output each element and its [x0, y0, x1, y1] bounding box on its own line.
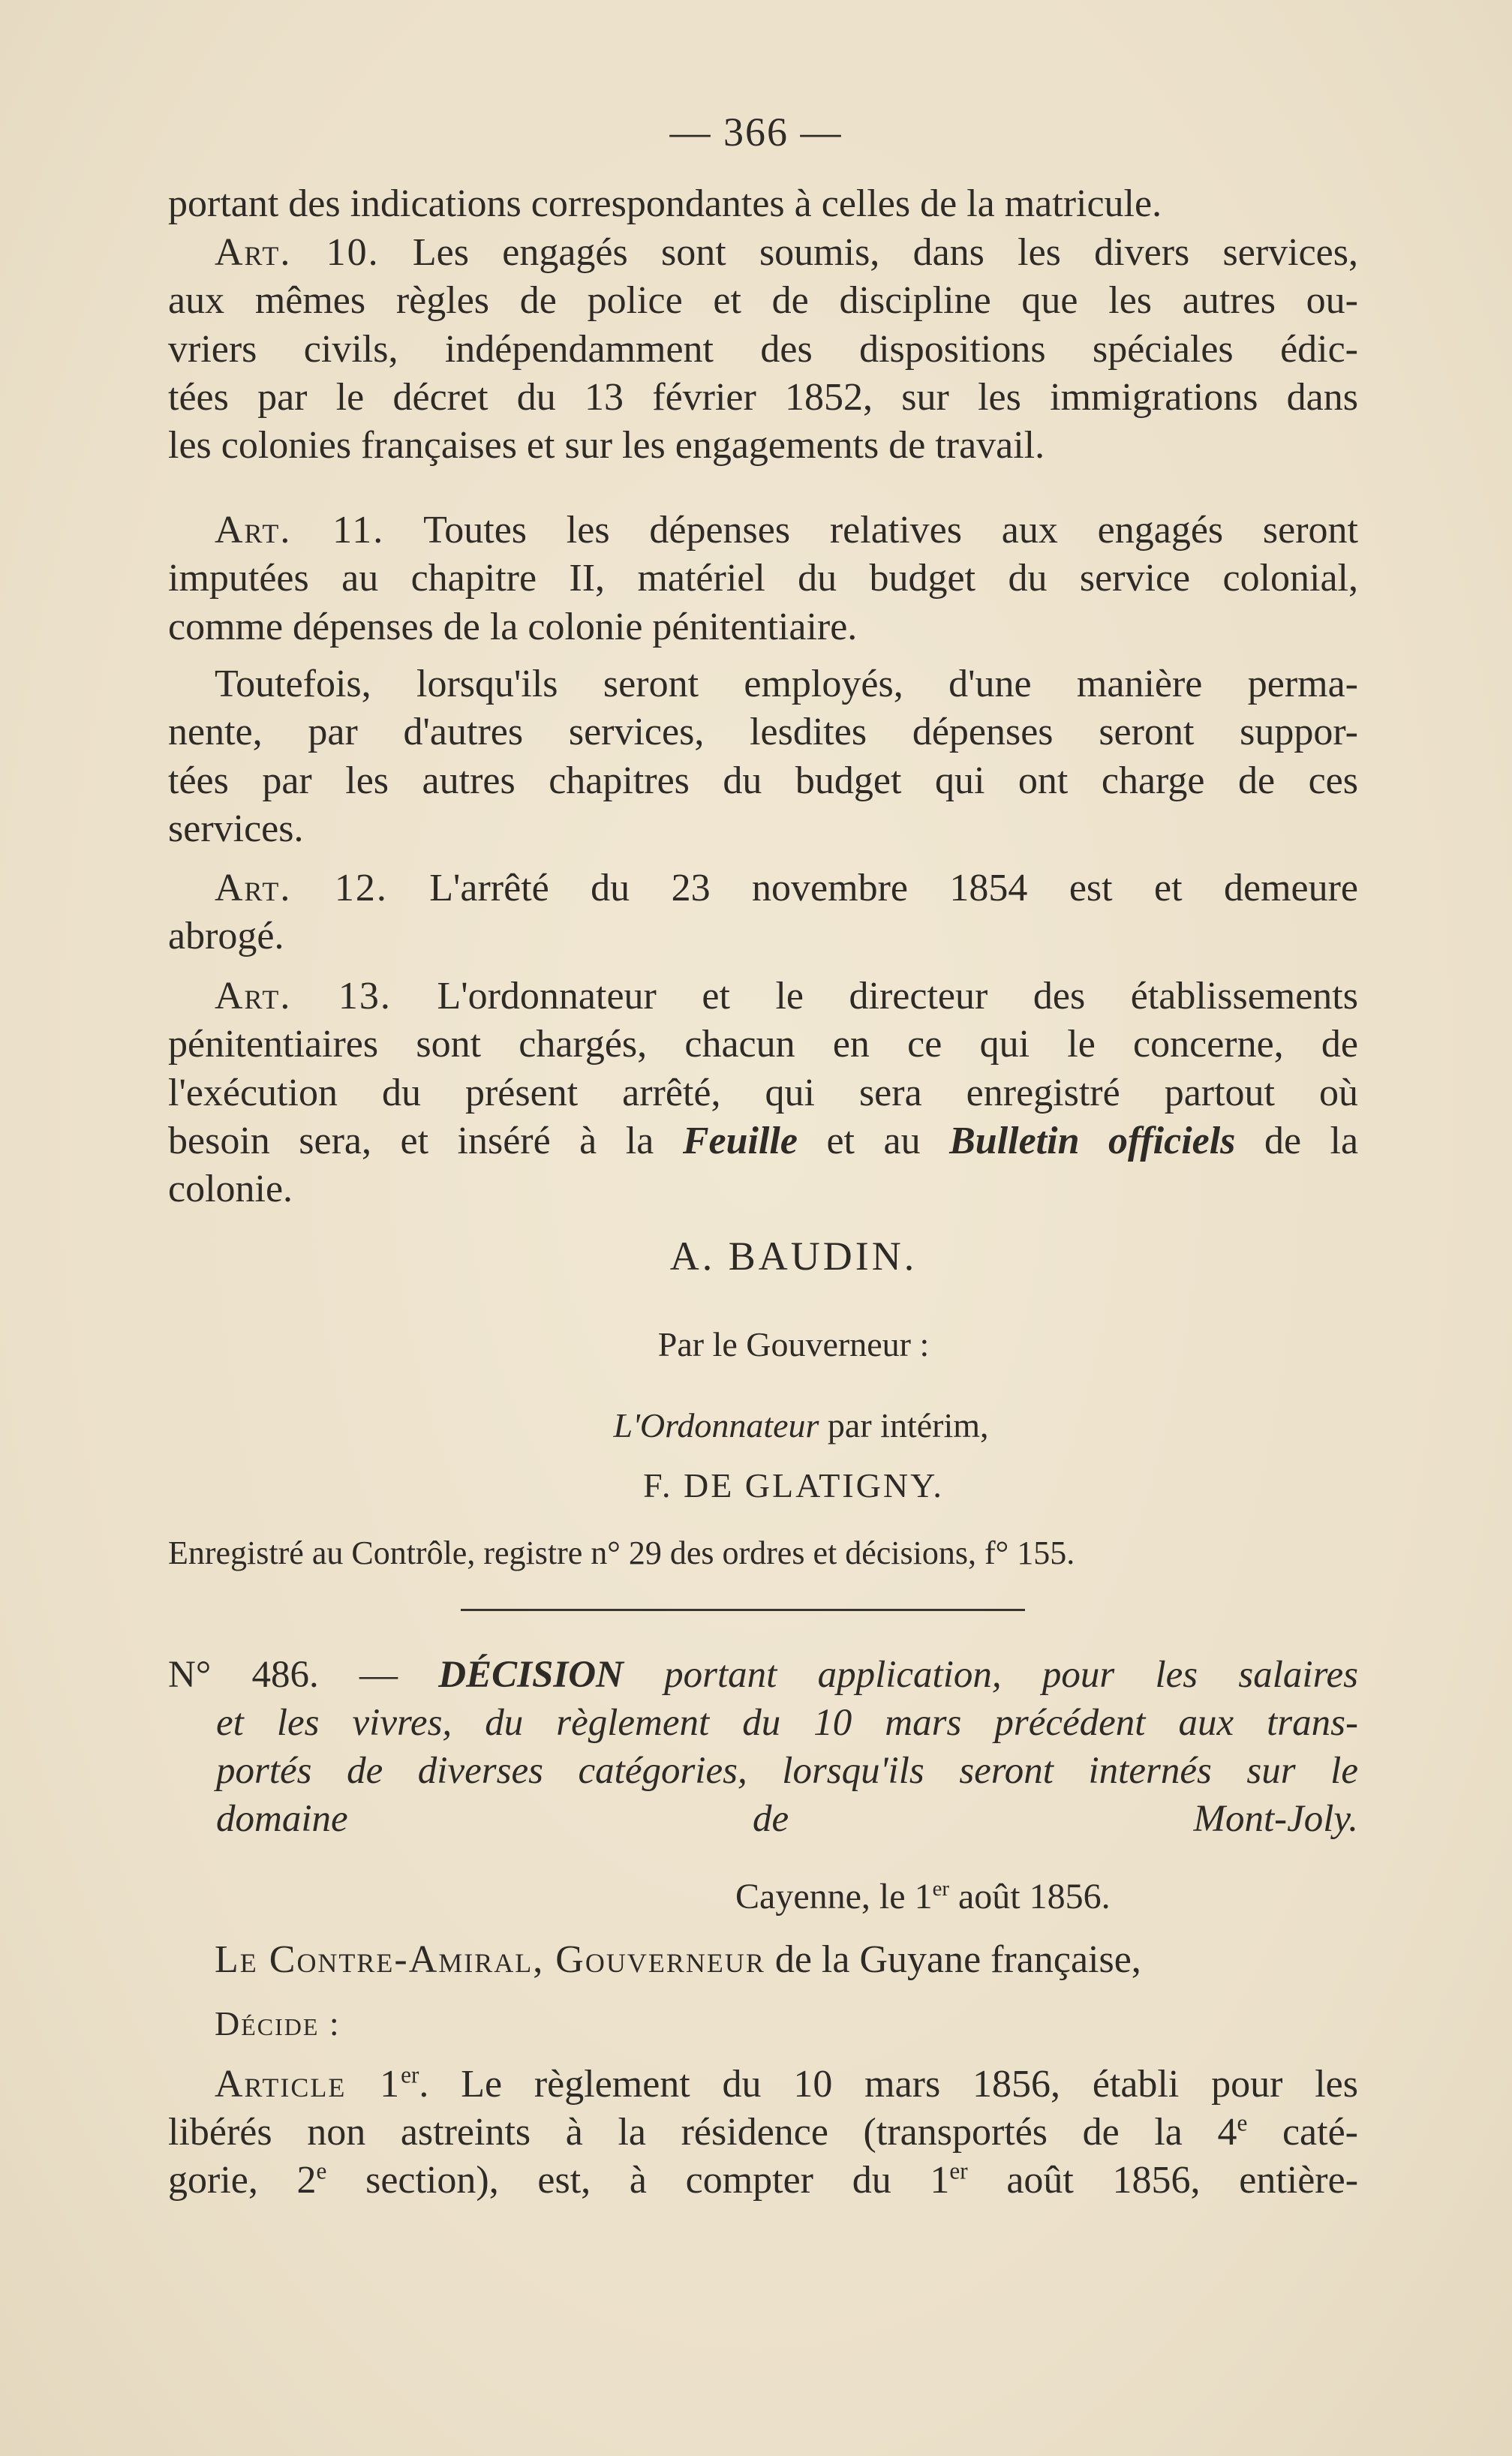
page-number: — 366 —: [669, 110, 843, 155]
article-13: [168, 972, 1358, 1213]
article-label: Art. 10.: [215, 231, 380, 274]
decide-label: Décide :: [215, 2004, 341, 2043]
bulletin-title: Bulletin officiels: [949, 1119, 1236, 1162]
signatory-name: A. BAUDIN.: [669, 1234, 918, 1279]
text-line: L'ordonnateur et le directeur des établissements: [437, 975, 1358, 1018]
text-line: . Le règlement du 10 mars 1856, établi pour les: [419, 2063, 1358, 2106]
text-fragment: libérés non astreints à la résidence (transportés de la 4: [168, 2111, 1237, 2154]
text-line: Les engagés sont soumis, dans les divers services,: [412, 231, 1358, 274]
text-line: portés de diverses catégories, lorsqu'ils seront internés sur le: [216, 1750, 1358, 1792]
ordonnateur-name: F. DE GLATIGNY.: [643, 1466, 944, 1505]
text-line: L'arrêté du 23 novembre 1854 est et demeure: [429, 867, 1359, 909]
date-sup: er: [932, 1877, 949, 1901]
decision-number: N° 486. —: [168, 1654, 398, 1696]
article-11-paragraph-2: [168, 660, 1358, 853]
text-line: Toutefois, lorsqu'ils seront employés, d'une manière perma-: [215, 663, 1358, 705]
article-12: [168, 864, 1358, 961]
text-sup: er: [949, 2157, 968, 2184]
text-fragment: besoin sera, et inséré à la: [168, 1119, 654, 1162]
text-fragment: août 1856, entière-: [967, 2159, 1359, 2202]
text-sup: e: [316, 2157, 327, 2184]
text-line: et les vivres, du règlement du 10 mars précédent aux trans-: [216, 1702, 1358, 1744]
text-line: domaine de Mont-Joly.: [216, 1798, 1358, 1840]
text-line: nente, par d'autres services, lesdites dépenses seront suppor-: [168, 711, 1358, 754]
article-label: Article 1: [215, 2063, 401, 2106]
text-line: les colonies françaises et sur les engagements de travail.: [168, 424, 1045, 467]
article-11: [168, 507, 1358, 651]
section-divider: [461, 1609, 1025, 1611]
article-1: [168, 2061, 1358, 2205]
decision-heading: [168, 1651, 1358, 1843]
date-suffix: août 1856.: [948, 1877, 1111, 1916]
feuille-title: Feuille: [682, 1119, 798, 1162]
text-line: tées par le décret du 13 février 1852, sur les immigrations dans: [168, 375, 1358, 419]
text-line: pénitentiaires sont chargés, chacun en ce qui le concerne, de: [168, 1023, 1358, 1066]
ordonnateur-line: [0, 1403, 1512, 1448]
decide-line: [168, 1999, 1358, 2048]
contre-amiral-line: [168, 1936, 1358, 1984]
article-9-ending: [168, 180, 1358, 228]
registration-note: Enregistré au Contrôle, registre n° 29 des ordres et décisions, f° 155.: [168, 1535, 1075, 1571]
text-line: vriers civils, indépendamment des dispositions spéciales édic-: [168, 327, 1358, 371]
article-sup: er: [401, 2061, 419, 2088]
date-line: [735, 1873, 1111, 1921]
text-line: tées par les autres chapitres du budget qui ont charge de ces: [168, 759, 1358, 802]
text-line: l'exécution du présent arrêté, qui sera enregistré partout où: [168, 1071, 1358, 1114]
text-line: aux mêmes règles de police et de discipline que les autres ou-: [168, 279, 1358, 323]
text-fragment: caté-: [1247, 2111, 1358, 2154]
article-label: Art. 12.: [215, 867, 388, 909]
text-fragment: et au: [826, 1119, 921, 1162]
text-line: abrogé.: [168, 915, 284, 958]
contre-amiral-title: Le Contre-Amiral, Gouverneur: [215, 1938, 765, 1981]
ordonnateur-rest: par intérim,: [827, 1406, 989, 1444]
text-line: services.: [168, 807, 304, 850]
article-10: [168, 229, 1358, 470]
text-line: colonie.: [168, 1168, 293, 1211]
text-fragment: section), est, à compter du 1: [326, 2159, 950, 2202]
text-sup: e: [1237, 2109, 1248, 2136]
text-fragment: de la Guyane française,: [774, 1938, 1141, 1981]
par-le-gouverneur: Par le Gouverneur :: [657, 1325, 930, 1363]
text-fragment: de la: [1264, 1119, 1359, 1162]
date-prefix: Cayenne, le 1: [735, 1877, 933, 1916]
text-line: Toutes les dépenses relatives aux engagés seront: [423, 509, 1359, 552]
ordonnateur-title: L'Ordonnateur: [613, 1406, 819, 1444]
article-label: Art. 11.: [215, 509, 385, 552]
decision-title: DÉCISION: [438, 1654, 624, 1696]
text-line: portant des indications correspondantes à celles de la matricule.: [168, 182, 1162, 225]
article-label: Art. 13.: [215, 975, 392, 1018]
text-line: comme dépenses de la colonie pénitentiaire.: [168, 605, 858, 648]
text-line: portant application, pour les salaires: [664, 1654, 1359, 1696]
text-fragment: gorie, 2: [168, 2159, 317, 2202]
text-line: imputées au chapitre II, matériel du budget du service colonial,: [168, 557, 1358, 600]
